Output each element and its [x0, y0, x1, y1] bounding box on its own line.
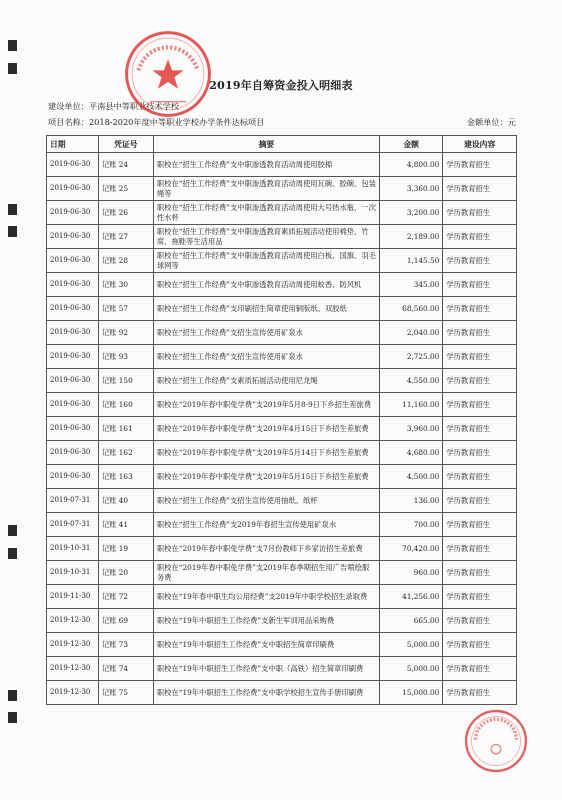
- header-content: 建设内容: [443, 136, 517, 153]
- row-voucher: 记账 40: [98, 489, 153, 513]
- table-row: [47, 561, 517, 585]
- row-voucher: 记账 73: [98, 633, 153, 657]
- row-content: 学历教育招生: [443, 537, 517, 561]
- header-voucher: 凭证号: [98, 136, 153, 153]
- row-amount: 136.00: [380, 489, 443, 513]
- row-amount: 4,550.00: [380, 369, 443, 393]
- row-date: 2019-10-31: [47, 561, 99, 585]
- row-summary: 职校在“招生工作经费”支2019年春招生宣传使用矿泉水: [153, 513, 379, 537]
- row-summary: 职校在“招生工作经费”支招生宣传使用抽纸、纸杯: [153, 489, 379, 513]
- row-content: 学历教育招生: [443, 297, 517, 321]
- row-date: 2019-07-31: [47, 513, 99, 537]
- row-summary: 职校在“2019年春中职免学费”支2019年5月8-9日下乡招生差旅费: [153, 393, 379, 417]
- table-header-row: [47, 136, 517, 153]
- header-summary: 摘要: [153, 136, 379, 153]
- row-content: 学历教育招生: [443, 345, 517, 369]
- binding-hole-mark: [8, 40, 17, 51]
- row-date: 2019-06-30: [47, 417, 99, 441]
- table-row: [47, 273, 517, 297]
- row-content: 学历教育招生: [443, 393, 517, 417]
- row-amount: 665.00: [380, 609, 443, 633]
- row-amount: 5,000.00: [380, 657, 443, 681]
- row-voucher: 记账 74: [98, 657, 153, 681]
- row-amount: 41,256.00: [380, 585, 443, 609]
- row-amount: 68,560.00: [380, 297, 443, 321]
- row-amount: 4,800.00: [380, 153, 443, 177]
- row-voucher: 记账 72: [98, 585, 153, 609]
- row-content: 学历教育招生: [443, 633, 517, 657]
- row-voucher: 记账 57: [98, 297, 153, 321]
- row-summary: 职校在“招生工作经费”支中职渗透教育素质拓展活动使用棉垫、竹席、拖鞋等生活用品: [153, 225, 379, 249]
- currency-unit-label: 金额单位：元: [466, 117, 516, 127]
- table-row: [47, 249, 517, 273]
- row-date: 2019-06-30: [47, 225, 99, 249]
- table-row: [47, 225, 517, 249]
- row-voucher: 记账 28: [98, 249, 153, 273]
- row-content: 学历教育招生: [443, 273, 517, 297]
- row-amount: 2,040.00: [380, 321, 443, 345]
- table-row: [47, 441, 517, 465]
- row-voucher: 记账 150: [98, 369, 153, 393]
- row-summary: 职校在“2019年春中职免学费”支2019年5月15日下乡招生差旅费: [153, 465, 379, 489]
- table-row: [47, 465, 517, 489]
- row-summary: 职校在“2019年春中职免学费”支2019年5月14日下乡招生差旅费: [153, 441, 379, 465]
- row-content: 学历教育招生: [443, 465, 517, 489]
- row-date: 2019-06-30: [47, 321, 99, 345]
- row-summary: 职校在“招生工作经费”支中职渗透教育活动周使用瓦碗、胶碗、包装绳等: [153, 177, 379, 201]
- row-content: 学历教育招生: [443, 225, 517, 249]
- construction-unit-value: 平南县中等职业技术学校: [88, 101, 180, 111]
- row-summary: 职校在“招生工作经费”支印刷招生简章使用铜版纸、双胶纸: [153, 297, 379, 321]
- row-content: 学历教育招生: [443, 153, 517, 177]
- page-stamp-seal: [462, 707, 530, 775]
- row-summary: 职校在“19年中职招生工作经费”支新生军训用品采购费: [153, 609, 379, 633]
- row-voucher: 记账 163: [98, 465, 153, 489]
- row-summary: 职校在“2019年春中职免学费”支2019年春季期招生用广告喷绘服务费: [153, 561, 379, 585]
- table-row: [47, 489, 517, 513]
- table-row: [47, 321, 517, 345]
- row-amount: 2,189.00: [380, 225, 443, 249]
- row-date: 2019-11-30: [47, 585, 99, 609]
- binding-hole-mark: [8, 525, 17, 536]
- row-content: 学历教育招生: [443, 561, 517, 585]
- row-voucher: 记账 69: [98, 609, 153, 633]
- row-summary: 职校在“招生工作经费”支招生宣传使用矿泉水: [153, 345, 379, 369]
- row-summary: 职校在“2019年春中职免学费”支2019年4月15日下乡招生差旅费: [153, 417, 379, 441]
- row-date: 2019-12-30: [47, 657, 99, 681]
- row-date: 2019-12-30: [47, 633, 99, 657]
- row-amount: 345.00: [380, 273, 443, 297]
- row-amount: 960.00: [380, 561, 443, 585]
- row-voucher: 记账 75: [98, 681, 153, 705]
- document-title: 2019年自筹资金投入明细表: [209, 79, 353, 92]
- binding-hole-mark: [8, 712, 17, 723]
- row-amount: 15,000.00: [380, 681, 443, 705]
- row-date: 2019-06-30: [47, 177, 99, 201]
- table-row: [47, 345, 517, 369]
- row-amount: 70,420.00: [380, 537, 443, 561]
- row-amount: 11,160.00: [380, 393, 443, 417]
- row-amount: 700.00: [380, 513, 443, 537]
- row-summary: 职校在“招生工作经费”支中职渗透教育活动周使用胶棉: [153, 153, 379, 177]
- table-row: [47, 153, 517, 177]
- row-voucher: 记账 26: [98, 201, 153, 225]
- table-row: [47, 657, 517, 681]
- row-amount: 4,680.00: [380, 441, 443, 465]
- project-name-value: 2018-2020年度中等职业学校办学条件达标项目: [88, 117, 265, 127]
- row-content: 学历教育招生: [443, 369, 517, 393]
- table-row: [47, 513, 517, 537]
- row-content: 学历教育招生: [443, 177, 517, 201]
- row-amount: 3,360.00: [380, 177, 443, 201]
- row-date: 2019-06-30: [47, 273, 99, 297]
- binding-hole-mark: [8, 204, 17, 215]
- row-summary: 职校在“19年中职招生工作经费”支中职学校招生宣传手册印刷费: [153, 681, 379, 705]
- row-content: 学历教育招生: [443, 513, 517, 537]
- row-content: 学历教育招生: [443, 249, 517, 273]
- row-amount: 1,145.50: [380, 249, 443, 273]
- row-amount: 2,725.00: [380, 345, 443, 369]
- header-amount: 金额: [380, 136, 443, 153]
- row-date: 2019-06-30: [47, 153, 99, 177]
- row-date: 2019-06-30: [47, 249, 99, 273]
- table-row: [47, 609, 517, 633]
- official-red-seal: [122, 28, 214, 120]
- header-date: 日期: [47, 136, 99, 153]
- row-content: 学历教育招生: [443, 417, 517, 441]
- row-date: 2019-12-30: [47, 609, 99, 633]
- row-content: 学历教育招生: [443, 585, 517, 609]
- row-voucher: 记账 161: [98, 417, 153, 441]
- row-date: 2019-10-31: [47, 537, 99, 561]
- row-amount: 4,500.00: [380, 465, 443, 489]
- row-content: 学历教育招生: [443, 321, 517, 345]
- row-summary: 职校在“2019年春中职免学费”支7月份教师下乡家访招生差旅费: [153, 537, 379, 561]
- row-voucher: 记账 160: [98, 393, 153, 417]
- expense-detail-table: [46, 135, 517, 705]
- row-summary: 职校在“19年中职招生工作经费”支中职招生简章印刷费: [153, 633, 379, 657]
- row-voucher: 记账 30: [98, 273, 153, 297]
- row-date: 2019-06-30: [47, 441, 99, 465]
- row-voucher: 记账 20: [98, 561, 153, 585]
- row-voucher: 记账 162: [98, 441, 153, 465]
- construction-unit-label: 建设单位：: [48, 101, 89, 111]
- project-name-label: 项目名称：: [48, 117, 89, 127]
- row-amount: 3,960.00: [380, 417, 443, 441]
- table-row: [47, 201, 517, 225]
- row-summary: 职校在“19年中职招生工作经费”支中职（高铁）招生简章印刷费: [153, 657, 379, 681]
- table-row: [47, 297, 517, 321]
- row-voucher: 记账 25: [98, 177, 153, 201]
- row-summary: 职校在“招生工作经费”支中职渗透教育活动周使用蚊香、防风机: [153, 273, 379, 297]
- binding-hole-mark: [8, 690, 17, 701]
- row-voucher: 记账 93: [98, 345, 153, 369]
- row-date: 2019-12-30: [47, 681, 99, 705]
- table-row: [47, 369, 517, 393]
- row-amount: 5,000.00: [380, 633, 443, 657]
- row-voucher: 记账 24: [98, 153, 153, 177]
- table-row: [47, 417, 517, 441]
- row-voucher: 记账 19: [98, 537, 153, 561]
- row-summary: 职校在“招生工作经费”支中职渗透教育活动周使用白板、国旗、羽毛球网等: [153, 249, 379, 273]
- row-content: 学历教育招生: [443, 441, 517, 465]
- row-voucher: 记账 27: [98, 225, 153, 249]
- row-date: 2019-06-30: [47, 297, 99, 321]
- table-row: [47, 585, 517, 609]
- row-content: 学历教育招生: [443, 657, 517, 681]
- row-content: 学历教育招生: [443, 609, 517, 633]
- row-date: 2019-06-30: [47, 345, 99, 369]
- row-date: 2019-07-31: [47, 489, 99, 513]
- binding-hole-mark: [8, 63, 17, 74]
- binding-hole-mark: [8, 548, 17, 559]
- row-content: 学历教育招生: [443, 201, 517, 225]
- row-summary: 职校在“招生工作经费”支素质拓展活动使用尼龙绳: [153, 369, 379, 393]
- row-date: 2019-06-30: [47, 393, 99, 417]
- row-voucher: 记账 41: [98, 513, 153, 537]
- row-summary: 职校在“招生工作经费”支中职渗透教育活动周使用大号热水瓶、一次性水杯: [153, 201, 379, 225]
- row-date: 2019-06-30: [47, 369, 99, 393]
- binding-hole-mark: [8, 226, 17, 237]
- row-summary: 职校在“招生工作经费”支招生宣传使用矿泉水: [153, 321, 379, 345]
- table-row: [47, 393, 517, 417]
- row-date: 2019-06-30: [47, 465, 99, 489]
- table-row: [47, 633, 517, 657]
- table-row: [47, 177, 517, 201]
- row-content: 学历教育招生: [443, 681, 517, 705]
- row-summary: 职校在“19年春中职生均公用经费”支2019年中职学校招生录取费: [153, 585, 379, 609]
- row-content: 学历教育招生: [443, 489, 517, 513]
- table-row: [47, 537, 517, 561]
- row-date: 2019-06-30: [47, 201, 99, 225]
- row-voucher: 记账 92: [98, 321, 153, 345]
- table-row: [47, 681, 517, 705]
- row-amount: 3,200.00: [380, 201, 443, 225]
